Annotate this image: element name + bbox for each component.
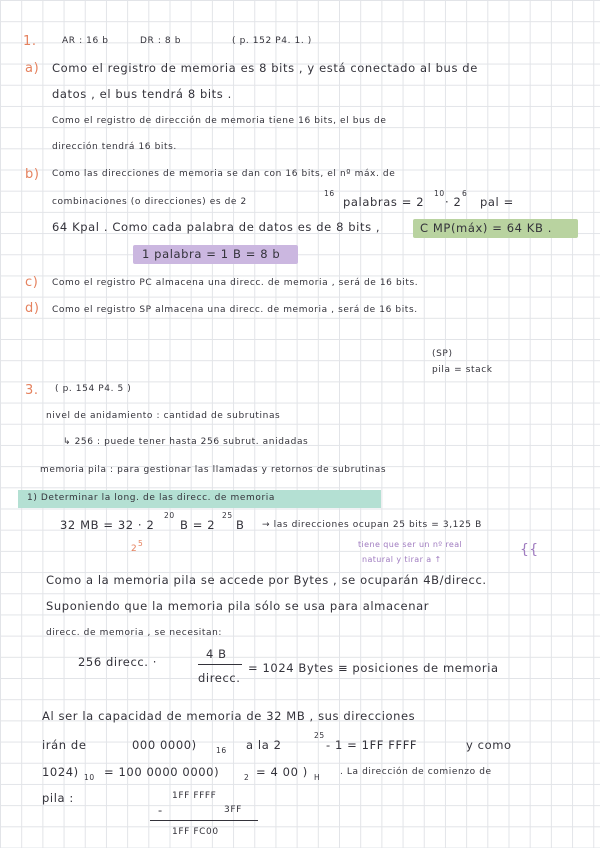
eq1-unit: B (236, 518, 245, 532)
subtraction-minus: - (158, 803, 163, 817)
part-b-line-1: Como las direcciones de memoria se dan con 16 bits, el nº máx. de (52, 169, 396, 179)
conversion-hex: = 4 00 ) (256, 765, 308, 779)
range-and-since: y como (466, 738, 512, 752)
stack-memory-definition: memoria pila : para gestionar las llamadas y retornos de subrutinas (40, 465, 387, 475)
paragraph-line-3: direcc. de memoria , se necesitan: (46, 628, 223, 638)
fraction-right: = 1024 Bytes ≡ posiciones de memoria (248, 661, 499, 675)
eq1-middle: B = 2 (180, 518, 216, 532)
range-end: - 1 = 1FF FFFF (326, 738, 418, 752)
part-d-line-1: Como el registro SP almacena una direcc. de memoria , será de 16 bits. (52, 305, 418, 315)
part-a-line-1: Como el registro de memoria es 8 bits , y está conectado al bus de (52, 61, 478, 75)
purple-note-line-1: tiene que ser un nº real (358, 540, 463, 549)
part-b-line-2a: combinaciones (o direcciones) es de 2 (52, 197, 247, 207)
nesting-256: ↳ 256 : puede tener hasta 256 subrut. anidadas (63, 437, 309, 447)
problem-3-number: 3. (25, 383, 39, 398)
part-b-line-2d: pal = (480, 195, 514, 209)
conversion-binary-base: 2 (244, 773, 250, 782)
fraction-numerator: 4 B (206, 647, 227, 661)
conversion-decimal: 1024) (42, 765, 79, 779)
fraction-bar (198, 664, 242, 665)
part-a-line-2: datos , el bus tendrá 8 bits . (52, 87, 232, 101)
range-start: 000 0000) (132, 738, 197, 752)
fraction-denominator: direcc. (198, 671, 241, 685)
conversion-hex-base: H (314, 773, 321, 782)
eq1-result: → las direcciones ocupan 25 bits = 3,125 B (262, 520, 482, 530)
problem-3-reference: ( p. 154 P4. 5 ) (55, 384, 132, 394)
range-to-label: a la 2 (246, 738, 282, 752)
part-b-label: b) (25, 167, 40, 182)
part-b-exponent-10: 10 (434, 189, 445, 198)
ar-size: AR : 16 b (62, 36, 109, 46)
eq1-under-2: 2 (131, 544, 138, 554)
part-c-label: c) (25, 275, 39, 290)
range-exponent-25: 25 (314, 731, 325, 740)
part-b-line-2c: · 2 (445, 195, 462, 209)
subtraction-minuend: 1FF FFFF (172, 791, 217, 801)
step-1: 1) Determinar la long. de las direcc. de memoria (27, 493, 275, 503)
part-c-line-1: Como el registro PC almacena una direcc. de memoria , será de 16 bits. (52, 278, 419, 288)
part-a-line-4: dirección tendrá 16 bits. (52, 142, 177, 152)
word-size: 1 palabra = 1 B = 8 b (142, 247, 281, 261)
part-d-label: d) (25, 301, 40, 316)
subtraction-subtrahend: 3FF (224, 805, 242, 815)
conversion-binary: = 100 0000 0000) (104, 765, 220, 779)
capacity-result: C MP(máx) = 64 KB . (420, 221, 552, 235)
part-a-line-3: Como el registro de dirección de memoria tiene 16 bits, el bus de (52, 116, 387, 126)
part-b-line-2b: palabras = 2 (343, 195, 425, 209)
eq1-exponent-20: 20 (164, 511, 175, 520)
paragraph-line-1: Como a la memoria pila se accede por Bytes , se ocuparán 4B/direcc. (46, 573, 487, 587)
part-b-exponent-6: 6 (462, 189, 468, 198)
problem-1-reference: ( p. 152 P4. 1. ) (232, 36, 312, 46)
range-from-label: irán de (42, 738, 87, 752)
fraction-left: 256 direcc. · (78, 655, 158, 669)
range-start-base: 16 (216, 746, 227, 755)
stack-start-sentence: . La dirección de comienzo de (340, 767, 492, 777)
purple-note-mark: {{ (520, 542, 539, 558)
purple-note-line-2: natural y tirar a ↑ (362, 555, 442, 564)
problem-1-number: 1. (23, 34, 37, 49)
part-b-line-3: 64 Kpal . Como cada palabra de datos es de 8 bits , (52, 220, 381, 234)
stack-note: pila = stack (432, 365, 493, 375)
range-line-1: Al ser la capacidad de memoria de 32 MB , sus direcciones (42, 709, 416, 723)
part-b-exponent-16: 16 (324, 189, 335, 198)
nesting-definition: nivel de anidamiento : cantidad de subrutinas (46, 411, 281, 421)
eq1-under-exponent: 5 (138, 539, 144, 548)
paragraph-line-2: Suponiendo que la memoria pila sólo se usa para almacenar (46, 599, 430, 613)
subtraction-result: 1FF FC00 (172, 827, 219, 837)
dr-size: DR : 8 b (140, 36, 182, 46)
eq1-left: 32 MB = 32 · 2 (60, 518, 155, 532)
eq1-exponent-25: 25 (222, 511, 233, 520)
subtraction-bar (150, 820, 258, 821)
part-a-label: a) (25, 61, 40, 76)
stack-label: pila : (42, 791, 74, 805)
conversion-decimal-base: 10 (84, 773, 95, 782)
sp-note: (SP) (432, 349, 453, 359)
